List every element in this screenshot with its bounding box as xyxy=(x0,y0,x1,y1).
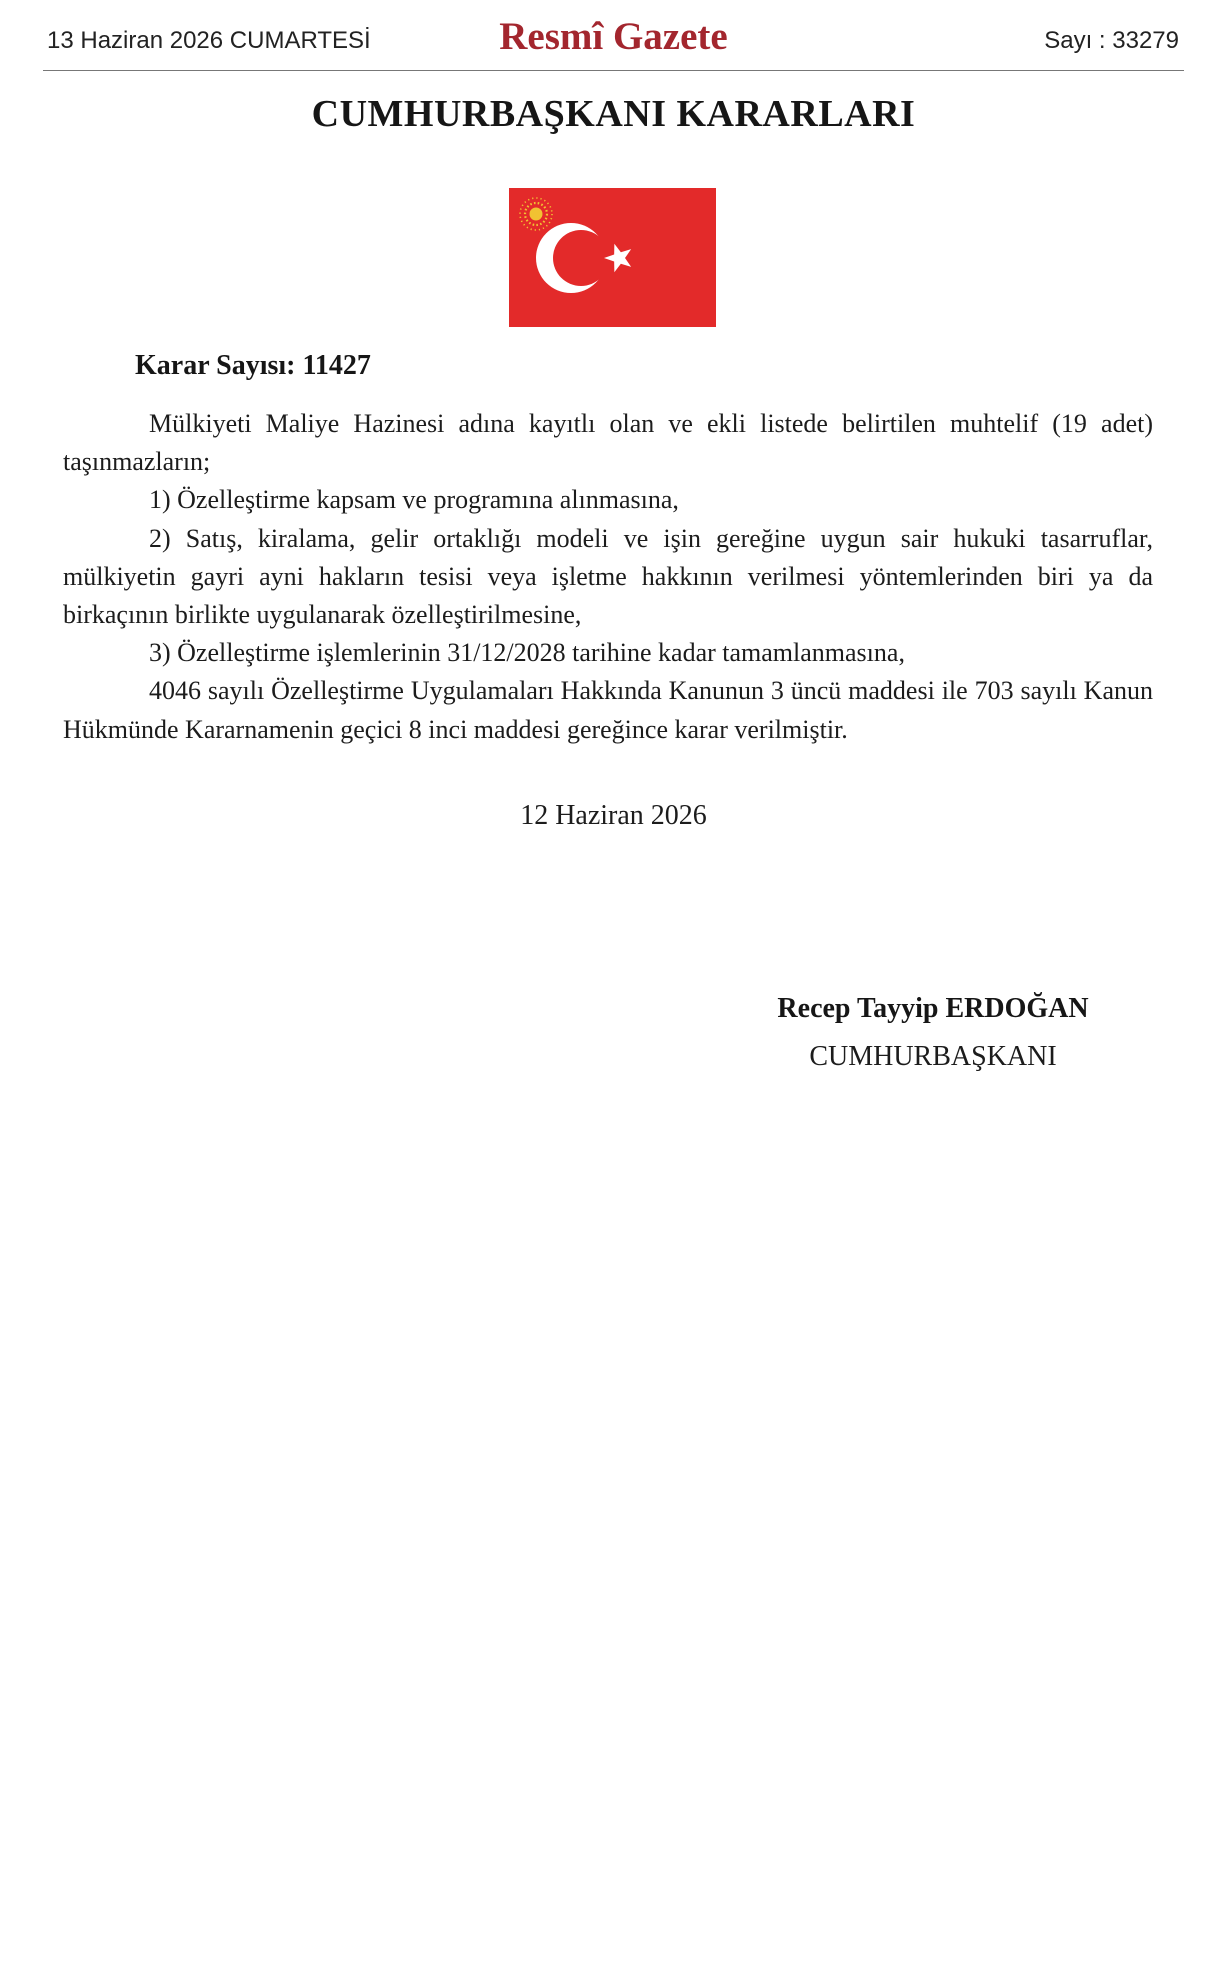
header-date: 13 Haziran 2026 CUMARTESİ xyxy=(47,27,371,54)
decision-body xyxy=(63,405,1153,749)
gazette-title: Resmî Gazete xyxy=(499,15,728,58)
decision-paragraph: 4046 sayılı Özelleştirme Uygulamaları Hakkında Kanunun 3 üncü maddesi ile 703 sayılı Kanun Hükmünde Kararnamenin geçici 8 inci maddesi gereğince karar verilmiştir. xyxy=(63,676,1153,744)
decision-paragraph: 1) Özelleştirme kapsam ve programına alınmasına, xyxy=(149,485,679,515)
turkish-flag-icon xyxy=(509,188,716,327)
decision-paragraph: 2) Satış, kiralama, gelir ortaklığı modeli ve işin gereğine uygun sair hukuki tasarruflar, mülkiyetin gayri ayni hakların tesisi veya işletme hakkının verilmesi yöntemlerinden biri ya da birkaçının birlikte uygulanarak özelleştirilmesine, xyxy=(63,523,1153,630)
decision-paragraph: Mülkiyeti Maliye Hazinesi adına kayıtlı olan ve ekli listede belirtilen muhtelif (19 adet) taşınmazların; xyxy=(63,409,1153,477)
signatory-title: CUMHURBAŞKANI xyxy=(809,1041,1057,1072)
decision-number: Karar Sayısı: 11427 xyxy=(135,350,371,381)
decision-paragraph: 3) Özelleştirme işlemlerinin 31/12/2028 tarihine kadar tamamlanmasına, xyxy=(149,638,905,668)
section-title: CUMHURBAŞKANI KARARLARI xyxy=(311,93,916,135)
flag-crescent-inner xyxy=(553,230,609,286)
header-divider xyxy=(43,70,1184,71)
decision-date: 12 Haziran 2026 xyxy=(520,800,707,831)
signatory-name: Recep Tayyip ERDOĞAN xyxy=(777,993,1089,1024)
header-issue-number: Sayı : 33279 xyxy=(1044,27,1179,54)
